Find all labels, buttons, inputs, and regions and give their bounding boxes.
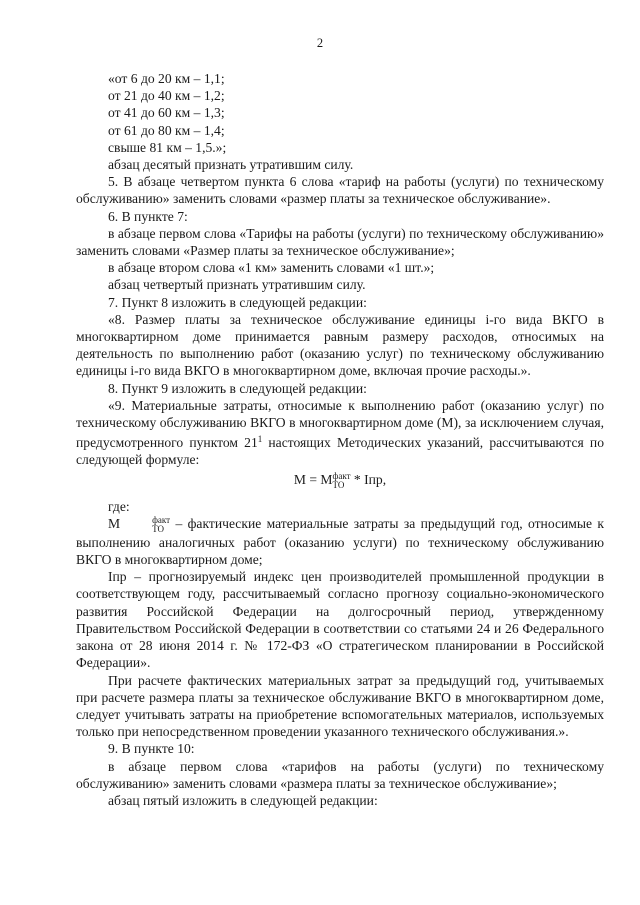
definition-m-symbol: М	[108, 515, 121, 531]
paragraph-8-text-a: «9. Материальные затраты, относимые к выполнению работ (оказанию услуг) по техническому обслуживанию ВКГО в многоквартирном доме (М), за исключением случая, предусмотренного пунктом 21	[76, 397, 604, 451]
page-number: 2	[316, 36, 324, 50]
paragraph-7-heading: 7. Пункт 8 изложить в следующей редакции:	[108, 294, 367, 310]
list-line-1: «от 6 до 20 км – 1,1;	[108, 71, 225, 86]
paragraph-8-text-b: настоящих Методических указаний, рассчитываются по следующей формуле:	[76, 435, 604, 468]
paragraph-raschet: При расчете фактических материальных затрат за предыдущий год, учитываемых при расчете размера платы за техническое обслуживание ВКГО в многоквартирном доме, следует учитывать затраты на приобретение вспомогательных материалов, используемых только при непосредственном проведении указанного технического обслуживания.».	[76, 672, 604, 740]
paragraph-7-text: «8. Размер платы за техническое обслуживание единицы i-го вида ВКГО в многоквартирном доме принимается равным размеру расходов, относимых на деятельность по выполнению работ (оказанию услуг) по техническому обслуживанию единицы i-го вида ВКГО в многоквартирном доме, включая прочие расходы.».	[76, 311, 604, 379]
where-label: где:	[108, 498, 130, 514]
definition-m-text: – фактические материальные затраты за предыдущий год, относимые к выполнению аналогичных работ (оказанию услуги) по техническому обслуживанию ВКГО в многоквартирном доме;	[76, 515, 604, 568]
list-line-4: от 61 до 80 км – 1,4;	[108, 122, 225, 138]
paragraph-9-heading: 9. В пункте 10:	[108, 741, 195, 757]
list-line-2: от 21 до 40 км – 1,2;	[108, 88, 225, 104]
paragraph-6-c: абзац четвертый признать утратившим силу.	[108, 277, 366, 293]
formula-sub: ТО	[332, 479, 345, 490]
formula-sup: факт	[332, 470, 351, 481]
formula-indices	[333, 472, 351, 490]
definition-m-sub: ТО	[152, 523, 164, 534]
paragraph-8-text	[76, 397, 604, 469]
document-body	[76, 70, 604, 809]
definition-m-sup: факт	[152, 514, 171, 525]
definition-ipr: Iпр – прогнозируемый индекс цен производителей промышленной продукции в соответствующем году, рассчитываемый согласно прогнозу социально-экономического развития Российской Федерации на долгосрочный период, утвержденному Правительством Российской Федерации в соответствии со статьями 24 и 26 Федерального закона от 28 июня 2014 г. № 172-ФЗ «О стратегическом планировании в Российской Федерации».	[76, 569, 604, 671]
paragraph-9-a: в абзаце первом слова «тарифов на работы (услуги) по техническому обслуживанию» заменить словами «размера платы за техническое обслуживание»;	[76, 758, 604, 791]
formula	[76, 469, 604, 494]
paragraph-8-heading: 8. Пункт 9 изложить в следующей редакции:	[108, 380, 367, 396]
paragraph-9-b: абзац пятый изложить в следующей редакции:	[108, 792, 378, 808]
paragraph-5: 5. В абзаце четвертом пункта 6 слова «тариф на работы (услуги) по техническому обслуживанию» заменить словами «размер платы за техническое обслуживание».	[76, 174, 604, 207]
list-line-5: свыше 81 км – 1,5.»;	[108, 139, 227, 155]
paragraph-6-a: в абзаце первом слова «Тарифы на работы (услуги) по техническому обслуживанию» заменить словами «Размер платы за техническое обслуживание»;	[76, 225, 604, 259]
paragraph-6-b: в абзаце втором слова «1 км» заменить словами «1 шт.»;	[108, 260, 435, 276]
footnote-superscript: 1	[257, 434, 263, 445]
list-line-6: абзац десятый признать утратившим силу.	[108, 157, 354, 173]
formula-rhs: * Iпр,	[350, 471, 387, 487]
formula-lhs: М = М	[293, 471, 333, 487]
list-line-3: от 41 до 60 км – 1,3;	[108, 105, 225, 121]
definition-m-indices	[120, 516, 170, 534]
definition-m	[76, 515, 604, 568]
paragraph-6-heading: 6. В пункте 7:	[108, 208, 188, 224]
